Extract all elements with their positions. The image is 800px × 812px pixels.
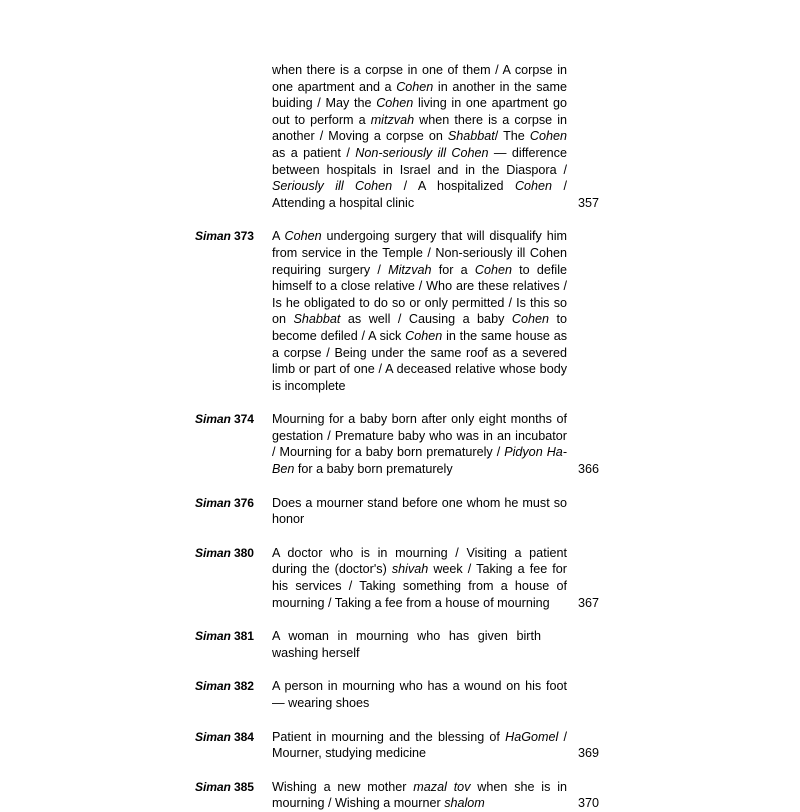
text-run: Does a mourner stand before one whom he must so honor (272, 495, 567, 527)
page-number: 367 (577, 595, 599, 610)
italic-term: shalom (444, 796, 485, 811)
siman-label-382 (195, 678, 272, 711)
siman-number: 380 (230, 545, 254, 560)
siman-label-381 (195, 628, 272, 661)
italic-term: Cohen (511, 312, 549, 327)
siman-number: 376 (230, 495, 254, 510)
text-run: washing herself (272, 645, 360, 660)
toc-entry-text (272, 678, 567, 711)
siman-word: Siman (195, 779, 231, 794)
text-run: for a (431, 262, 475, 277)
text-run: / The (494, 129, 530, 144)
page-number: 357 (577, 195, 599, 210)
page-number: 369 (577, 746, 599, 761)
siman-word: Siman (195, 495, 231, 510)
text-run: when she is in mourning / Wishing a mourner (272, 779, 567, 811)
text-run: to defile himself to a close relative / Who are these relatives / Is he obligated to do so or only permitted / Is this so on (272, 262, 567, 327)
toc-entry-text (272, 228, 567, 394)
toc-entry-text (272, 62, 567, 211)
page-number: 370 (577, 796, 599, 811)
toc-entry (195, 628, 599, 661)
siman-label-385 (195, 779, 272, 812)
text-run: for a baby born prematurely (294, 462, 453, 477)
text-run: undergoing surgery that will disqualify him from service in the Temple / Non-seriously ill Cohen requiring surgery / (272, 229, 567, 277)
siman-word: Siman (195, 545, 231, 560)
text-run: when there is a corpse in another / Moving a corpse on (272, 112, 567, 144)
text-run: as a patient / (272, 145, 356, 160)
italic-term: Mitzvah (388, 262, 432, 277)
text-run: in another in the same buiding / May the (272, 79, 567, 111)
italic-term: shivah (391, 562, 429, 577)
toc-entry (195, 779, 599, 812)
italic-term: HaGomel (505, 729, 559, 744)
siman-number: 385 (230, 779, 254, 794)
siman-number: 382 (230, 679, 254, 694)
page-number-empty (567, 628, 599, 661)
toc-entry (195, 729, 599, 762)
table-of-contents-list (195, 62, 599, 812)
text-run: as well / Causing a baby (340, 312, 512, 327)
siman-word: Siman (195, 729, 231, 744)
text-run: A person in mourning who has a wound on his foot — wearing shoes (272, 679, 567, 710)
text-run: in the same house as a corpse / Being under the same roof as a severed limb or part of one / A deceased relative whose body is incomplete (272, 328, 568, 393)
siman-label-373 (195, 228, 272, 394)
italic-term: Cohen (405, 328, 443, 343)
siman-number: 384 (230, 729, 254, 744)
italic-term: Non-seriously ill Cohen (355, 145, 489, 160)
text-run: to become defiled / A sick (272, 312, 567, 343)
toc-entry (195, 411, 599, 477)
missing-dash-gap (541, 628, 567, 645)
toc-entry (195, 495, 599, 528)
italic-term: Cohen (284, 229, 322, 244)
text-run: A doctor who is in mourning / Visiting a patient during the (doctor's) (272, 545, 567, 577)
text-run: A (272, 229, 285, 244)
toc-entry-text (272, 779, 567, 812)
text-run: / Mourner, studying medicine (272, 729, 568, 761)
italic-term: Cohen (396, 79, 434, 94)
italic-term: mazal tov (413, 779, 471, 794)
page-number: 366 (577, 462, 599, 477)
text-run: when there is a corpse in one of them / A corpse in one apartment and a (272, 63, 567, 94)
toc-entry-text (272, 545, 567, 611)
text-run: — difference between hospitals in Israel and in the Diaspora / (272, 145, 567, 177)
siman-number: 381 (230, 629, 254, 644)
toc-entry (195, 228, 599, 394)
italic-term: Cohen (514, 179, 553, 194)
italic-term: Pidyon Ha-Ben (272, 445, 567, 477)
siman-label-380 (195, 545, 272, 611)
toc-entry-text (272, 411, 567, 477)
italic-term: Shabbat (447, 129, 495, 144)
text-run: Wishing a new mother (272, 779, 414, 794)
italic-term: Cohen (529, 129, 567, 144)
page-number-empty (567, 228, 599, 394)
siman-label-376 (195, 495, 272, 528)
text-run: living in one apartment go out to perform a (272, 96, 567, 127)
italic-term: Cohen (474, 262, 512, 277)
siman-word: Siman (195, 229, 231, 244)
toc-entry (195, 545, 599, 611)
siman-word: Siman (195, 629, 231, 644)
page-number-empty (567, 678, 599, 711)
italic-term: mitzvah (370, 112, 415, 127)
toc-entry (195, 678, 599, 711)
text-run: Patient in mourning and the blessing of (272, 729, 506, 744)
italic-term: Seriously ill Cohen (272, 179, 393, 194)
toc-entry-text (272, 495, 567, 528)
page-number-empty (567, 495, 599, 528)
siman-number: 373 (230, 229, 254, 244)
siman-number: 374 (230, 412, 254, 427)
toc-entry-text (272, 729, 567, 762)
siman-word: Siman (195, 679, 231, 694)
siman-label-384 (195, 729, 272, 762)
italic-term: Cohen (376, 96, 414, 111)
text-run: week / Taking a fee for his services / Taking something from a house of mourning / Taking a fee from a house of mourning (272, 562, 567, 610)
italic-term: Shabbat (293, 312, 341, 327)
text-run: A woman in mourning who has given birth (272, 629, 541, 644)
text-run: Mourning for a baby born after only eight months of gestation / Premature baby who was in an incubator / Mourning for a baby born prematurely / (272, 412, 567, 460)
siman-label-374 (195, 411, 272, 477)
siman-word: Siman (195, 412, 231, 427)
toc-entry (195, 62, 599, 211)
toc-entry-text (272, 628, 567, 661)
text-run: / Attending a hospital clinic (272, 179, 567, 210)
text-run: / A hospitalized (392, 179, 515, 194)
